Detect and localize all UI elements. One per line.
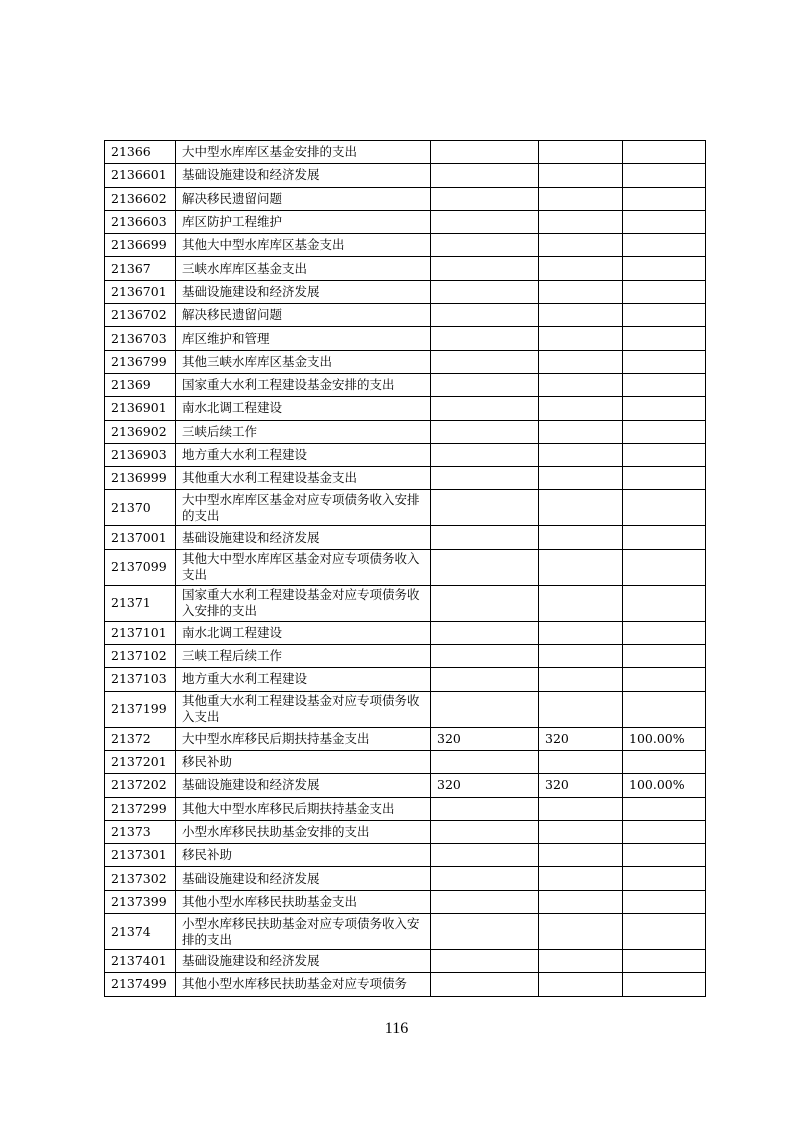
row-value-1 [431, 210, 539, 233]
row-code: 2137101 [105, 621, 176, 644]
row-code: 2137301 [105, 844, 176, 867]
row-percent [623, 820, 706, 843]
row-value-2 [539, 234, 623, 257]
row-value-1 [431, 164, 539, 187]
table-row [105, 443, 706, 466]
row-value-2 [539, 467, 623, 490]
row-percent [623, 257, 706, 280]
row-value-2 [539, 950, 623, 973]
table-body [105, 141, 706, 997]
row-percent [623, 645, 706, 668]
row-name: 库区维护和管理 [176, 327, 431, 350]
row-value-1 [431, 304, 539, 327]
row-value-2 [539, 373, 623, 396]
table-row [105, 914, 706, 950]
row-percent [623, 327, 706, 350]
row-percent [623, 890, 706, 913]
row-value-1 [431, 187, 539, 210]
row-name: 大中型水库库区基金对应专项债务收入安排的支出 [176, 490, 431, 526]
row-code: 2137103 [105, 668, 176, 691]
row-name: 三峡工程后续工作 [176, 645, 431, 668]
row-value-2 [539, 187, 623, 210]
budget-table [104, 140, 706, 997]
table-row [105, 373, 706, 396]
row-value-1 [431, 141, 539, 164]
row-value-1 [431, 280, 539, 303]
row-percent [623, 526, 706, 549]
row-percent [623, 797, 706, 820]
table-row [105, 973, 706, 996]
row-percent [623, 234, 706, 257]
row-percent [623, 750, 706, 773]
table-row [105, 774, 706, 797]
row-name: 南水北调工程建设 [176, 621, 431, 644]
row-value-2 [539, 645, 623, 668]
row-name: 基础设施建设和经济发展 [176, 164, 431, 187]
row-value-1 [431, 973, 539, 996]
row-value-1 [431, 691, 539, 727]
table-row [105, 257, 706, 280]
row-percent: 100.00% [623, 774, 706, 797]
row-code: 2136702 [105, 304, 176, 327]
table-row [105, 234, 706, 257]
row-value-2 [539, 443, 623, 466]
row-percent [623, 973, 706, 996]
row-name: 解决移民遗留问题 [176, 187, 431, 210]
row-name: 基础设施建设和经济发展 [176, 867, 431, 890]
row-value-1 [431, 526, 539, 549]
row-code: 21367 [105, 257, 176, 280]
row-code: 21371 [105, 585, 176, 621]
row-percent [623, 141, 706, 164]
row-percent [623, 549, 706, 585]
row-value-2 [539, 210, 623, 233]
row-code: 21374 [105, 914, 176, 950]
row-percent [623, 950, 706, 973]
row-percent [623, 280, 706, 303]
row-name: 其他小型水库移民扶助基金支出 [176, 890, 431, 913]
row-name: 基础设施建设和经济发展 [176, 526, 431, 549]
row-value-1 [431, 585, 539, 621]
row-value-2 [539, 164, 623, 187]
row-value-1 [431, 950, 539, 973]
row-percent [623, 844, 706, 867]
row-value-2 [539, 691, 623, 727]
row-percent [623, 621, 706, 644]
row-value-1 [431, 844, 539, 867]
row-value-2 [539, 327, 623, 350]
row-name: 基础设施建设和经济发展 [176, 950, 431, 973]
table-row [105, 585, 706, 621]
row-name: 地方重大水利工程建设 [176, 443, 431, 466]
row-code: 2137202 [105, 774, 176, 797]
row-code: 21366 [105, 141, 176, 164]
row-percent [623, 490, 706, 526]
table-row [105, 750, 706, 773]
row-code: 2137299 [105, 797, 176, 820]
table-row [105, 490, 706, 526]
row-code: 2137399 [105, 890, 176, 913]
row-value-1 [431, 645, 539, 668]
row-percent [623, 420, 706, 443]
table-row [105, 350, 706, 373]
row-value-2: 320 [539, 727, 623, 750]
table-row [105, 890, 706, 913]
table-row [105, 526, 706, 549]
row-value-1 [431, 350, 539, 373]
row-code: 21369 [105, 373, 176, 396]
row-percent [623, 443, 706, 466]
row-value-2 [539, 820, 623, 843]
row-code: 21370 [105, 490, 176, 526]
table-row [105, 397, 706, 420]
row-name: 国家重大水利工程建设基金对应专项债务收入安排的支出 [176, 585, 431, 621]
row-value-1 [431, 373, 539, 396]
table-row [105, 950, 706, 973]
row-value-2 [539, 844, 623, 867]
row-code: 2137001 [105, 526, 176, 549]
page-number: 116 [384, 1020, 409, 1037]
row-value-1: 320 [431, 774, 539, 797]
row-value-2 [539, 750, 623, 773]
row-code: 2136601 [105, 164, 176, 187]
row-name: 三峡后续工作 [176, 420, 431, 443]
row-value-1 [431, 327, 539, 350]
row-value-2 [539, 304, 623, 327]
row-name: 大中型水库移民后期扶持基金支出 [176, 727, 431, 750]
row-value-2 [539, 526, 623, 549]
table-row [105, 691, 706, 727]
row-value-1 [431, 797, 539, 820]
row-value-1 [431, 750, 539, 773]
row-percent [623, 304, 706, 327]
row-value-1 [431, 867, 539, 890]
row-name: 小型水库移民扶助基金对应专项债务收入安排的支出 [176, 914, 431, 950]
row-percent [623, 467, 706, 490]
row-value-2 [539, 867, 623, 890]
row-percent [623, 350, 706, 373]
row-code: 2137401 [105, 950, 176, 973]
table-row [105, 467, 706, 490]
row-name: 三峡水库库区基金支出 [176, 257, 431, 280]
table-row [105, 549, 706, 585]
table-row [105, 844, 706, 867]
row-name: 南水北调工程建设 [176, 397, 431, 420]
row-value-1 [431, 397, 539, 420]
table-row [105, 327, 706, 350]
row-code: 2136903 [105, 443, 176, 466]
table-row [105, 820, 706, 843]
row-code: 2137199 [105, 691, 176, 727]
row-percent [623, 668, 706, 691]
row-name: 其他大中型水库库区基金支出 [176, 234, 431, 257]
row-code: 21372 [105, 727, 176, 750]
row-code: 21373 [105, 820, 176, 843]
row-percent [623, 691, 706, 727]
row-name: 其他重大水利工程建设基金支出 [176, 467, 431, 490]
row-name: 其他三峡水库库区基金支出 [176, 350, 431, 373]
row-value-2 [539, 490, 623, 526]
row-code: 2137099 [105, 549, 176, 585]
row-value-1 [431, 490, 539, 526]
row-name: 库区防护工程维护 [176, 210, 431, 233]
row-value-2 [539, 397, 623, 420]
row-code: 2136999 [105, 467, 176, 490]
row-value-2 [539, 420, 623, 443]
row-value-1 [431, 467, 539, 490]
table-row [105, 280, 706, 303]
row-code: 2136701 [105, 280, 176, 303]
row-value-2 [539, 797, 623, 820]
row-value-2 [539, 350, 623, 373]
row-value-2 [539, 549, 623, 585]
row-code: 2137499 [105, 973, 176, 996]
row-value-1 [431, 914, 539, 950]
row-code: 2136603 [105, 210, 176, 233]
row-value-1: 320 [431, 727, 539, 750]
row-code: 2137102 [105, 645, 176, 668]
row-code: 2136602 [105, 187, 176, 210]
table-row [105, 210, 706, 233]
row-value-2 [539, 257, 623, 280]
row-name: 其他大中型水库库区基金对应专项债务收入支出 [176, 549, 431, 585]
table-row [105, 867, 706, 890]
row-value-2: 320 [539, 774, 623, 797]
row-code: 2137302 [105, 867, 176, 890]
table-row [105, 621, 706, 644]
row-code: 2136799 [105, 350, 176, 373]
row-value-1 [431, 443, 539, 466]
row-value-2 [539, 141, 623, 164]
row-value-2 [539, 914, 623, 950]
table-row [105, 645, 706, 668]
row-code: 2136703 [105, 327, 176, 350]
row-name: 小型水库移民扶助基金安排的支出 [176, 820, 431, 843]
row-value-2 [539, 585, 623, 621]
table-row [105, 164, 706, 187]
row-name: 基础设施建设和经济发展 [176, 774, 431, 797]
table-row [105, 187, 706, 210]
row-name: 其他大中型水库移民后期扶持基金支出 [176, 797, 431, 820]
row-percent [623, 585, 706, 621]
table-row [105, 797, 706, 820]
row-value-1 [431, 890, 539, 913]
table-row [105, 304, 706, 327]
row-value-1 [431, 234, 539, 257]
row-name: 基础设施建设和经济发展 [176, 280, 431, 303]
row-value-2 [539, 973, 623, 996]
row-value-1 [431, 549, 539, 585]
row-value-1 [431, 257, 539, 280]
row-percent [623, 397, 706, 420]
row-value-1 [431, 420, 539, 443]
row-value-2 [539, 280, 623, 303]
row-name: 大中型水库库区基金安排的支出 [176, 141, 431, 164]
row-value-2 [539, 890, 623, 913]
row-percent [623, 373, 706, 396]
row-name: 地方重大水利工程建设 [176, 668, 431, 691]
row-name: 其他小型水库移民扶助基金对应专项债务 [176, 973, 431, 996]
table-row [105, 420, 706, 443]
row-code: 2136699 [105, 234, 176, 257]
row-code: 2137201 [105, 750, 176, 773]
row-value-2 [539, 621, 623, 644]
row-name: 移民补助 [176, 750, 431, 773]
row-value-1 [431, 621, 539, 644]
row-percent [623, 210, 706, 233]
row-percent [623, 164, 706, 187]
row-value-2 [539, 668, 623, 691]
row-code: 2136902 [105, 420, 176, 443]
row-percent [623, 867, 706, 890]
row-code: 2136901 [105, 397, 176, 420]
table-row [105, 141, 706, 164]
row-value-1 [431, 820, 539, 843]
row-value-1 [431, 668, 539, 691]
row-name: 移民补助 [176, 844, 431, 867]
row-percent [623, 187, 706, 210]
row-name: 解决移民遗留问题 [176, 304, 431, 327]
row-percent: 100.00% [623, 727, 706, 750]
table-row [105, 668, 706, 691]
row-name: 其他重大水利工程建设基金对应专项债务收入支出 [176, 691, 431, 727]
row-percent [623, 914, 706, 950]
row-name: 国家重大水利工程建设基金安排的支出 [176, 373, 431, 396]
table-row [105, 727, 706, 750]
